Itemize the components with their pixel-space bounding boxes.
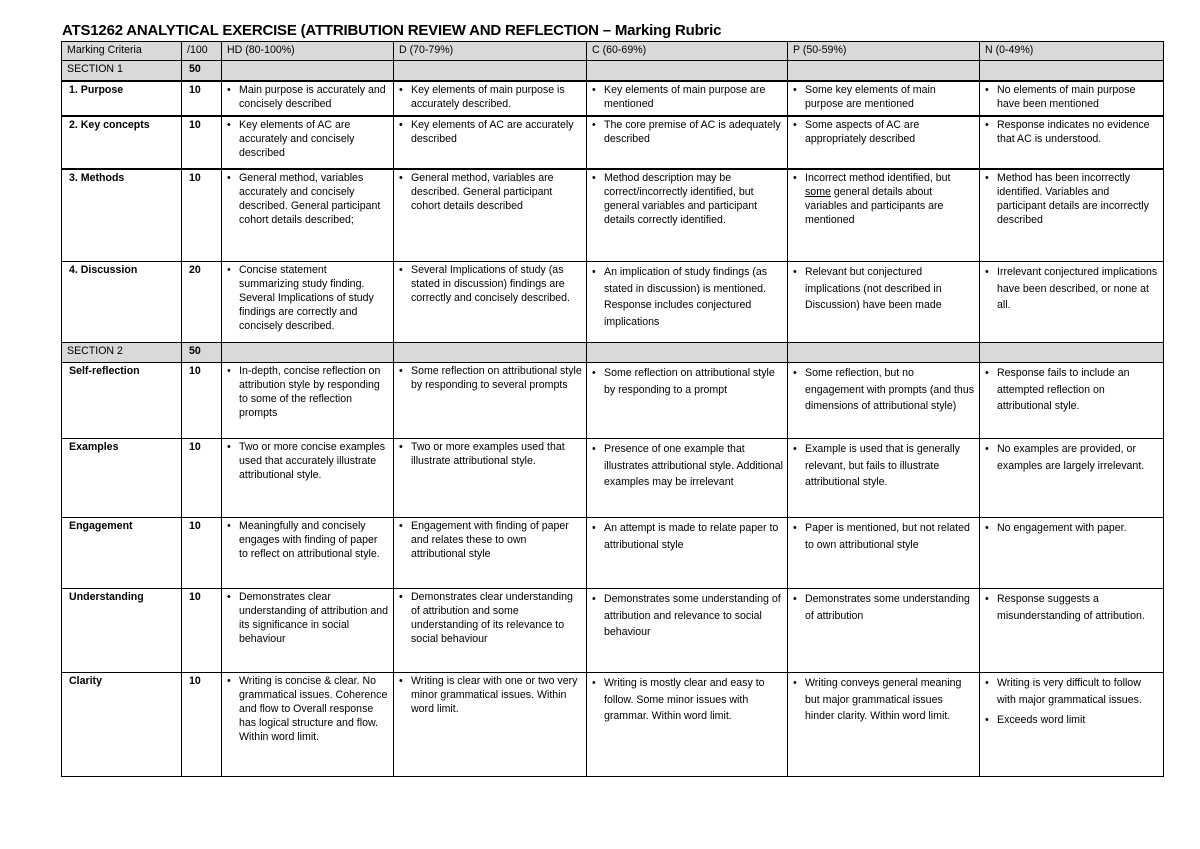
table-row bbox=[62, 169, 1164, 262]
marks-cell: 20 bbox=[182, 262, 222, 343]
descriptor: • Demonstrates some understanding of attribution and relevance to social behaviour bbox=[592, 591, 783, 640]
header-row bbox=[62, 42, 1164, 61]
section-row bbox=[62, 343, 1164, 363]
marks-cell: 10 bbox=[182, 439, 222, 518]
criterion-cell: Self-reflection bbox=[62, 363, 182, 439]
descriptor: • General method, variables are described. General participant cohort details described bbox=[399, 172, 582, 214]
descriptor: • No examples are provided, or examples are largely irrelevant. bbox=[985, 441, 1159, 474]
descriptor: • Exceeds word limit bbox=[985, 712, 1159, 728]
table-row bbox=[62, 589, 1164, 673]
table-row bbox=[62, 439, 1164, 518]
marks-cell: 10 bbox=[182, 518, 222, 589]
section-label: SECTION 1 bbox=[62, 60, 182, 80]
descriptor: • Writing is very difficult to follow with major grammatical issues. bbox=[985, 675, 1159, 708]
descriptor: • Some reflection on attributional style by responding to a prompt bbox=[592, 365, 783, 398]
descriptor: • Writing is concise & clear. No grammatical issues. Coherence and flow to Overall response has logical structure and flow. Within word limit. bbox=[227, 675, 389, 745]
table-row bbox=[62, 116, 1164, 169]
descriptor: • Incorrect method identified, but some general details about variables and participants are mentioned bbox=[793, 172, 975, 228]
descriptor: • In-depth, concise reflection on attribution style by responding to some of the reflection prompts bbox=[227, 365, 389, 421]
header-c: C (60-69%) bbox=[587, 42, 788, 61]
criterion-cell: 3. Methods bbox=[62, 169, 182, 262]
descriptor: • No elements of main purpose have been mentioned bbox=[985, 84, 1159, 112]
descriptor: • Key elements of AC are accurately and concisely described bbox=[227, 119, 389, 161]
descriptor: • Writing is clear with one or two very minor grammatical issues. Within word limit. bbox=[399, 675, 582, 717]
descriptor: • Response indicates no evidence that AC is understood. bbox=[985, 119, 1159, 147]
marks-cell: 10 bbox=[182, 116, 222, 169]
criterion-cell: 1. Purpose bbox=[62, 81, 182, 116]
descriptor: • Response fails to include an attempted reflection on attributional style. bbox=[985, 365, 1159, 414]
section-label: SECTION 2 bbox=[62, 343, 182, 363]
header-n: N (0-49%) bbox=[980, 42, 1164, 61]
criterion-cell: Engagement bbox=[62, 518, 182, 589]
header-criteria: Marking Criteria bbox=[62, 42, 182, 61]
descriptor: • Two or more examples used that illustrate attributional style. bbox=[399, 441, 582, 469]
table-row bbox=[62, 81, 1164, 116]
descriptor: • Two or more concise examples used that accurately illustrate attributional style. bbox=[227, 441, 389, 483]
header-hd: HD (80-100%) bbox=[222, 42, 394, 61]
descriptor: • Relevant but conjectured implications (not described in Discussion) have been made bbox=[793, 264, 975, 313]
descriptor: • An implication of study findings (as stated in discussion) is mentioned. Response includes conjectured implications bbox=[592, 264, 783, 330]
rubric-table bbox=[61, 41, 1164, 777]
criterion-cell: Examples bbox=[62, 439, 182, 518]
criterion-cell: 4. Discussion bbox=[62, 262, 182, 343]
descriptor: • Presence of one example that illustrates attributional style. Additional examples may be irrelevant bbox=[592, 441, 783, 490]
descriptor: • Meaningfully and concisely engages with finding of paper to reflect on attributional style. bbox=[227, 520, 389, 562]
descriptor: • Engagement with finding of paper and relates these to own attributional style bbox=[399, 520, 582, 562]
marks-cell: 10 bbox=[182, 673, 222, 777]
section-marks: 50 bbox=[182, 60, 222, 80]
descriptor: • Concise statement summarizing study finding. Several Implications of study findings are correctly and concisely described. bbox=[227, 264, 389, 334]
descriptor: • An attempt is made to relate paper to attributional style bbox=[592, 520, 783, 553]
descriptor: • Irrelevant conjectured implications have been described, or none at all. bbox=[985, 264, 1159, 313]
marks-cell: 10 bbox=[182, 363, 222, 439]
table-row bbox=[62, 363, 1164, 439]
descriptor: • The core premise of AC is adequately described bbox=[592, 119, 783, 147]
descriptor: • Key elements of main purpose are mentioned bbox=[592, 84, 783, 112]
descriptor: • Method has been incorrectly identified. Variables and participant details are incorrectly described bbox=[985, 172, 1159, 228]
descriptor: • Method description may be correct/incorrectly identified, but general variables and participant details correctly identified. bbox=[592, 172, 783, 228]
descriptor: • Main purpose is accurately and concisely described bbox=[227, 84, 389, 112]
descriptor: • No engagement with paper. bbox=[985, 520, 1159, 536]
descriptor: • Writing is mostly clear and easy to follow. Some minor issues with grammar. Within word limit. bbox=[592, 675, 783, 724]
criterion-cell: Clarity bbox=[62, 673, 182, 777]
descriptor: • Some key elements of main purpose are mentioned bbox=[793, 84, 975, 112]
descriptor: • Some aspects of AC are appropriately described bbox=[793, 119, 975, 147]
descriptor: • Example is used that is generally relevant, but fails to illustrate attributional style. bbox=[793, 441, 975, 490]
table-row bbox=[62, 518, 1164, 589]
page-title: ATS1262 ANALYTICAL EXERCISE (ATTRIBUTION REVIEW AND REFLECTION – Marking Rubric bbox=[62, 22, 722, 39]
descriptor: • Demonstrates some understanding of attribution bbox=[793, 591, 975, 624]
header-marks: /100 bbox=[182, 42, 222, 61]
descriptor: • Writing conveys general meaning but major grammatical issues hinder clarity. Within word limit. bbox=[793, 675, 975, 724]
criterion-cell: 2. Key concepts bbox=[62, 116, 182, 169]
header-p: P (50-59%) bbox=[788, 42, 980, 61]
descriptor: • Response suggests a misunderstanding of attribution. bbox=[985, 591, 1159, 624]
marks-cell: 10 bbox=[182, 169, 222, 262]
descriptor: • Paper is mentioned, but not related to own attributional style bbox=[793, 520, 975, 553]
table-row bbox=[62, 673, 1164, 777]
marks-cell: 10 bbox=[182, 589, 222, 673]
table-row bbox=[62, 262, 1164, 343]
descriptor: • Several Implications of study (as stated in discussion) findings are correctly and concisely described. bbox=[399, 264, 582, 306]
criterion-cell: Understanding bbox=[62, 589, 182, 673]
descriptor: • Some reflection, but no engagement with prompts (and thus dimensions of attributional style) bbox=[793, 365, 975, 414]
marks-cell: 10 bbox=[182, 81, 222, 116]
descriptor: • Demonstrates clear understanding of attribution and its significance in social behaviour bbox=[227, 591, 389, 647]
section-marks: 50 bbox=[182, 343, 222, 363]
header-d: D (70-79%) bbox=[394, 42, 587, 61]
section-row bbox=[62, 60, 1164, 80]
descriptor: • Key elements of AC are accurately described bbox=[399, 119, 582, 147]
descriptor: • General method, variables accurately and concisely described. General participant cohort details described; bbox=[227, 172, 389, 228]
descriptor: • Demonstrates clear understanding of attribution and some understanding of its relevance to social behaviour bbox=[399, 591, 582, 647]
descriptor: • Some reflection on attributional style by responding to several prompts bbox=[399, 365, 582, 393]
descriptor: • Key elements of main purpose is accurately described. bbox=[399, 84, 582, 112]
